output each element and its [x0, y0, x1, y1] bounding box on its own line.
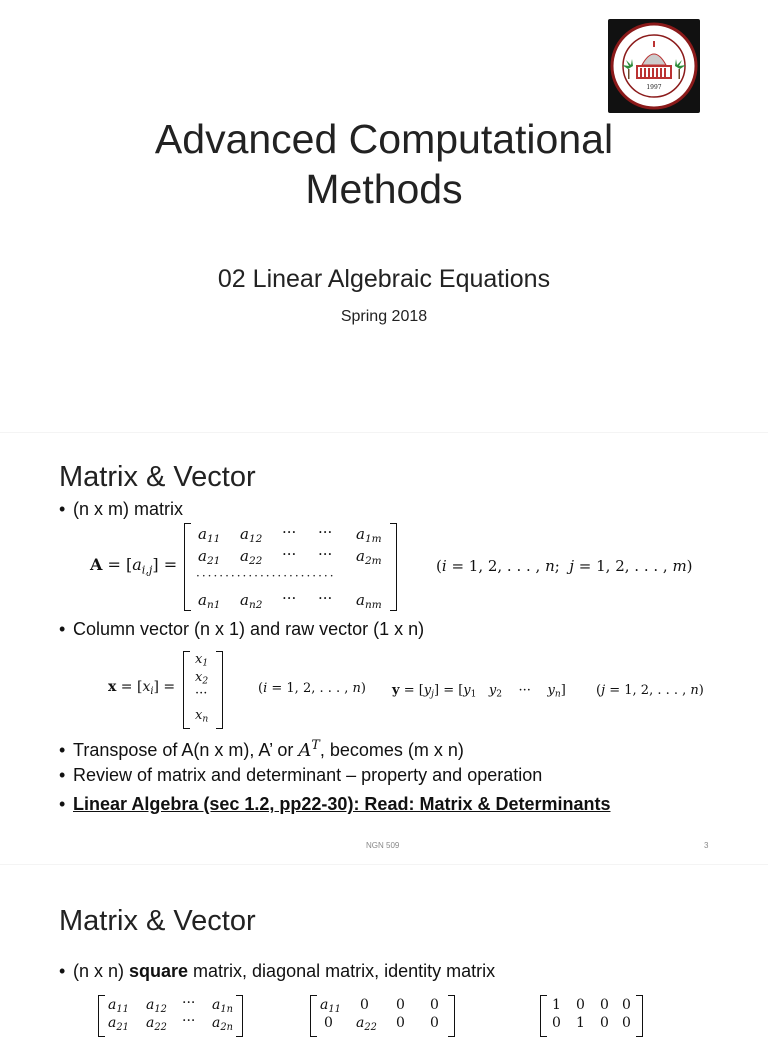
left-bracket: [184, 523, 191, 611]
index-range-a: (i = 1, 2, . . . , n; j = 1, 2, . . . , m): [436, 557, 693, 575]
bullet-item: • (n x n) square matrix, diagonal matrix, identity matrix: [59, 961, 496, 981]
presentation-title: [80, 114, 688, 214]
bullet-text: Column vector (n x 1) and raw vector (1 x n): [73, 619, 425, 639]
footer-page-number: 3: [704, 841, 709, 850]
row-vector-definition: $y = [y_j] = [y_1$ $y_2$ ··· $y_n$]: [392, 683, 566, 700]
presentation-subtitle: 02 Linear Algebraic Equations: [217, 265, 551, 293]
footer-course: NGN 509: [366, 841, 400, 850]
bullet-item: • Linear Algebra (sec 1.2, pp22-30): Read: Matrix & Determinants: [59, 794, 611, 814]
title-slide: [0, 0, 768, 432]
logo-year: 1997: [646, 84, 662, 91]
bullet-text: (n x m) matrix: [73, 499, 183, 519]
slide-heading: Matrix & Vector: [59, 461, 256, 493]
bullet-item: • Transpose of A(n x m), A’ or $A^T$, becomes (m x n): [59, 737, 464, 761]
term-label: Spring 2018: [340, 308, 428, 325]
column-vector-definition: $x = [x_i]$ =: [108, 679, 176, 697]
index-range-y: (j = 1, 2, . . . , n): [596, 683, 704, 698]
bold-term: square: [129, 961, 189, 981]
index-range-x: (i = 1, 2, . . . , n): [258, 681, 366, 696]
matrix-vector-slide-2: Matrix & Vector • (n x n) square matrix, diagonal matrix, identity matrix $a_{11}$ $a_{12}$ ··· $a_{1n}$ $a_{21}$ $a_{22}$ ··· $a_{2n}$ $a_{11}$ 0 0 0 0 $a_{22}$ 0 0 1 0 0 0 0 1 0 0: [0, 864, 768, 1025]
university-seal-logo: [608, 19, 700, 113]
right-bracket: [390, 523, 397, 611]
title-line-1: Advanced Computational: [154, 116, 614, 162]
matrix-a-definition: $A = [a_{i,j}]$ =: [90, 555, 178, 577]
bullet-text: Review of matrix and determinant – property and operation: [73, 765, 543, 785]
slide-heading: Matrix & Vector: [59, 905, 256, 937]
transpose-symbol: $A^T$: [298, 737, 320, 761]
bullet-item: • (n x m) matrix: [59, 499, 183, 519]
bullet-item: • Review of matrix and determinant – property and operation: [59, 765, 543, 785]
matrix-vector-slide: Matrix & Vector • (n x m) matrix $A = [a_{i,j}]$ = $a_{11}$ $a_{12}$ ··· ··· $a_{1m}$ $a_{21}$ $a_{22}$ ··· ··· $a_{2m}$ ························ $a_{n1}$ $a_{n2}$ ··· ··· $a_{nm}$ (i = 1, 2, . . . , n; j = 1, 2, . . . , m) • Column vector (n x 1) and raw vector (1 x n) $x = [x_i]$ = $x_1$ $x_2$ ··· $x_n$ (i = 1, 2, . . . , n) $y = [y_j] = [y_1$ $y_2$ ··· $y_n$] (j = 1, 2, . . . , n) • Transpose of A(n x m), A’ or $A^T$, becomes (m x n) • Review of matrix and determinant – property and operation • Linear Algebra (sec 1.2, pp22-30): Read: Matrix & Determinants NGN 509 3: [0, 432, 768, 865]
reading-reference: Linear Algebra (sec 1.2, pp22-30): Read: Matrix & Determinants: [73, 794, 611, 814]
bullet-item: • Column vector (n x 1) and raw vector (1 x n): [59, 619, 425, 639]
title-line-2: Methods: [305, 166, 463, 212]
